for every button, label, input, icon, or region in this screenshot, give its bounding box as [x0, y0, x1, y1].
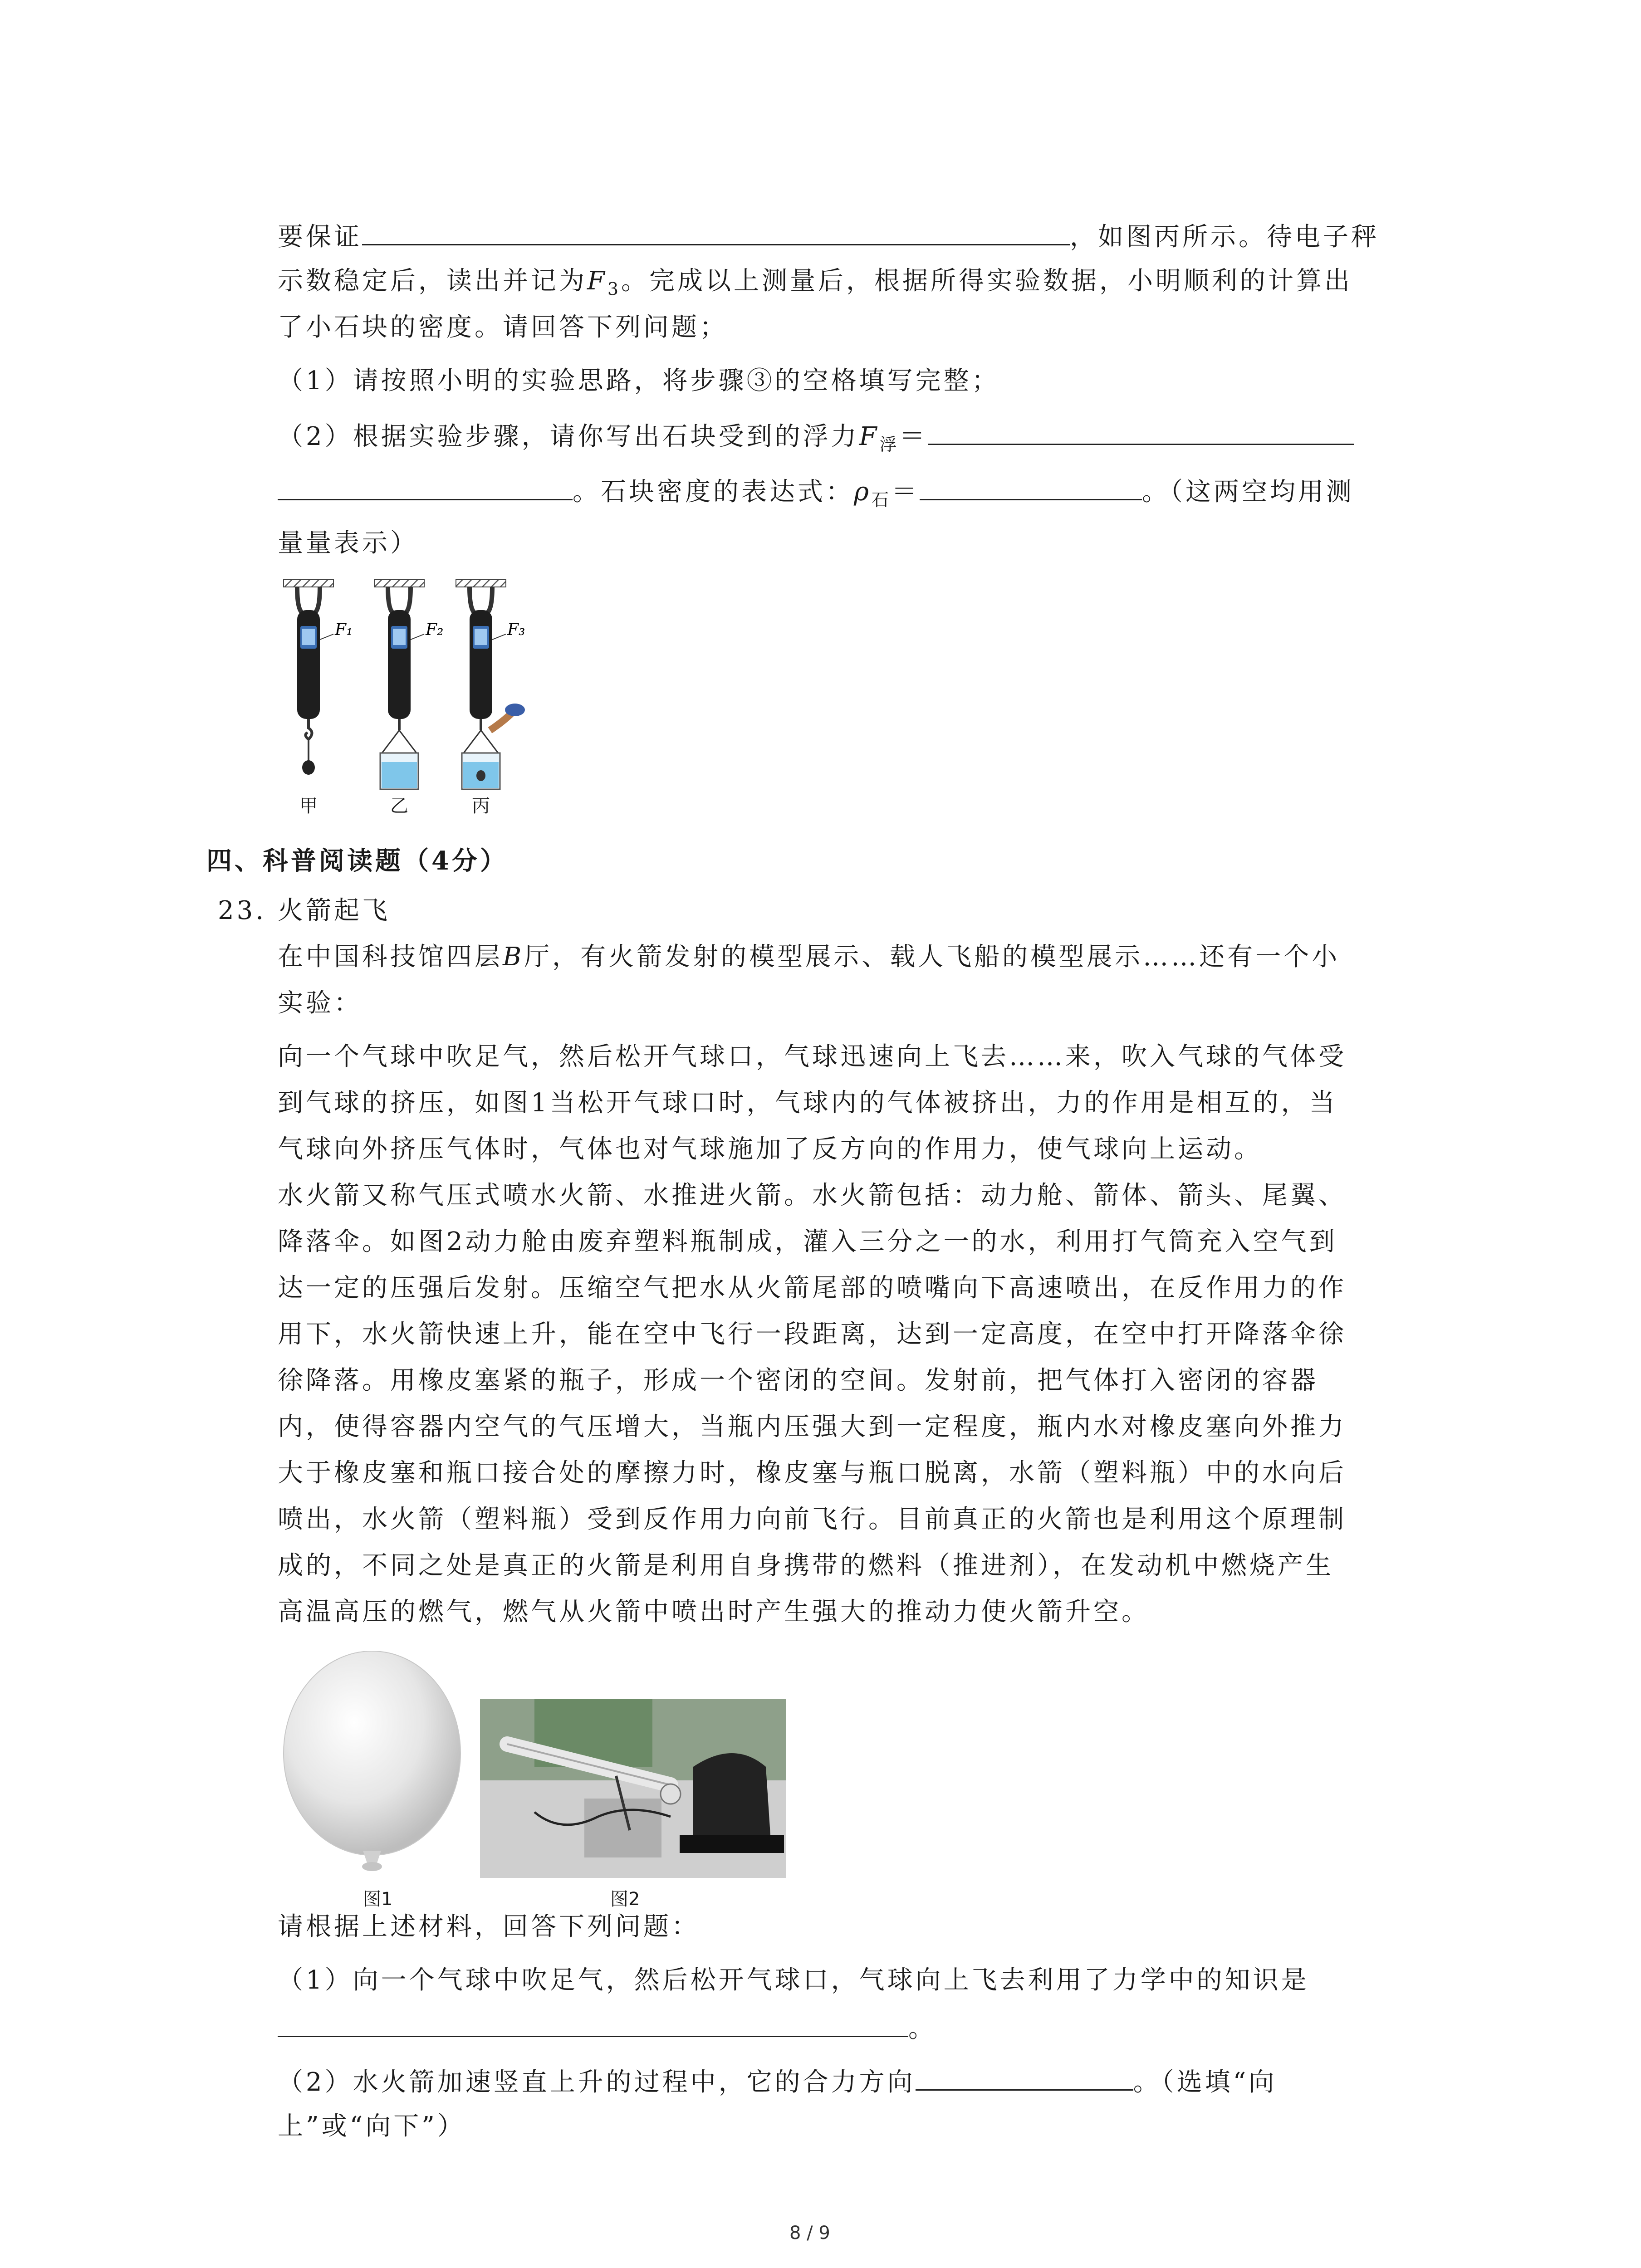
- variable: F: [859, 422, 880, 451]
- figure-caption: 乙: [390, 796, 408, 816]
- text-seg: 。（选填“向: [1133, 2068, 1277, 2097]
- section-heading: 四、科普阅读题（4分）: [206, 846, 508, 876]
- text-line: 水火箭又称气压式喷水火箭、水推进火箭。水火箭包括：动力舱、箭体、箭头、尾翼、: [278, 1181, 1347, 1210]
- answer-blank[interactable]: [362, 217, 1070, 245]
- page-number: 8 / 9: [789, 2223, 830, 2244]
- question-item: [278, 2062, 1277, 2101]
- text-seg: 在中国科技馆四层: [278, 942, 503, 972]
- figure-caption: 丙: [472, 796, 490, 816]
- scale-label: F₃: [507, 621, 525, 639]
- answer-blank[interactable]: [278, 472, 573, 500]
- question-title: 火箭起飞: [278, 896, 390, 925]
- text-seg: 要保证: [278, 222, 362, 252]
- text-line: [278, 939, 1340, 975]
- scale-yi: [374, 580, 424, 789]
- scale-jia: [284, 580, 333, 775]
- text-seg: ，如图丙所示。待电子秤: [1070, 222, 1379, 252]
- text-line: 成的，不同之处是真正的火箭是利用自身携带的燃料（推进剂），在发动机中燃烧产生: [278, 1551, 1334, 1580]
- scale-label: F₂: [426, 621, 444, 639]
- text-line: 徐降落。用橡皮塞紧的瓶子，形成一个密闭的空间。发射前，把气体打入密闭的容器: [278, 1366, 1318, 1395]
- text-seg: ＝: [891, 477, 920, 507]
- scale-bing: [456, 580, 525, 789]
- scale-label: F₁: [335, 621, 353, 639]
- text-line: 用下，水火箭快速上升，能在空中飞行一段距离，达到一定高度，在空中打开降落伞徐: [278, 1320, 1347, 1349]
- text-seg: 厅，有火箭发射的模型展示、载人飞船的模型展示……还有一个小: [524, 942, 1340, 972]
- text-line: 气球向外挤压气体时，气体也对气球施加了反方向的作用力，使气球向上运动。: [278, 1134, 1262, 1164]
- text-line: 量量表示）: [278, 528, 418, 558]
- water-rocket-figure: [480, 1699, 786, 1878]
- subscript: 石: [871, 490, 892, 510]
- text-line: 内，使得容器内空气的气压增大，当瓶内压强大到一定程度，瓶内水对橡皮塞向外推力: [278, 1412, 1347, 1442]
- text-line: 了小石块的密度。请回答下列问题；: [278, 313, 728, 342]
- text-seg: 。（这两空均用测: [1141, 477, 1354, 507]
- variable: B: [503, 942, 524, 972]
- question-item: （1）请按照小明的实验思路，将步骤③的空格填写完整；: [278, 366, 1000, 396]
- question-number: 23.: [218, 896, 267, 925]
- question-item: （1）向一个气球中吹足气，然后松开气球口，气球向上飞去利用了力学中的知识是: [278, 1965, 1309, 1995]
- text-line: 大于橡皮塞和瓶口接合处的摩擦力时，橡皮塞与瓶口脱离，水箭（塑料瓶）中的水向后: [278, 1458, 1347, 1488]
- answer-blank[interactable]: [916, 2062, 1133, 2091]
- text-seg: 。石块密度的表达式：: [573, 477, 854, 507]
- answer-blank[interactable]: [928, 416, 1354, 445]
- subscript: 3: [607, 279, 622, 299]
- balloon-figure: [279, 1651, 470, 1887]
- text-line: 实验：: [278, 988, 362, 1018]
- variable: ρ: [854, 477, 872, 507]
- text-seg: （2）根据实验步骤，请你写出石块受到的浮力: [278, 422, 859, 451]
- text-line: 请根据上述材料，回答下列问题：: [278, 1912, 700, 1941]
- text-line: 向一个气球中吹足气，然后松开气球口，气球迅速向上飞去……来，吹入气球的气体受: [278, 1042, 1347, 1071]
- text-line: 上”或“向下”）: [278, 2112, 465, 2141]
- text-line: [278, 263, 1352, 307]
- figure-caption: 甲: [299, 796, 318, 816]
- question-item: [278, 416, 1354, 463]
- text-seg: 。: [908, 2014, 936, 2043]
- text-line: [278, 2009, 936, 2047]
- text-seg: 。完成以上测量后，根据所得实验数据，小明顺利的计算出: [621, 266, 1353, 296]
- text-line: 喷出，水火箭（塑料瓶）受到反作用力向前飞行。目前真正的火箭也是利用这个原理制: [278, 1505, 1347, 1534]
- figure-caption: 图2: [610, 1889, 640, 1910]
- text-line: [278, 217, 1379, 255]
- subscript: 浮: [879, 435, 900, 455]
- text-line: 达一定的压强后发射。压缩空气把水从火箭尾部的喷嘴向下高速喷出，在反作用力的作: [278, 1273, 1347, 1303]
- figure-caption: 图1: [363, 1889, 393, 1910]
- text-seg: ＝: [899, 422, 928, 451]
- text-line: [278, 472, 1354, 518]
- scales-figure: [277, 576, 549, 830]
- text-seg: （2）水火箭加速竖直上升的过程中，它的合力方向: [278, 2068, 916, 2097]
- answer-blank[interactable]: [278, 2009, 908, 2037]
- text-seg: 示数稳定后，读出并记为: [278, 266, 587, 296]
- text-line: 到气球的挤压，如图1当松开气球口时，气球内的气体被挤出，力的作用是相互的，当: [278, 1088, 1337, 1118]
- variable: F: [587, 266, 607, 296]
- text-line: 降落伞。如图2动力舱由废弃塑料瓶制成，灌入三分之一的水，利用打气筒充入空气到: [278, 1227, 1337, 1256]
- text-line: 高温高压的燃气，燃气从火箭中喷出时产生强大的推动力使火箭升空。: [278, 1597, 1150, 1627]
- answer-blank[interactable]: [920, 472, 1142, 500]
